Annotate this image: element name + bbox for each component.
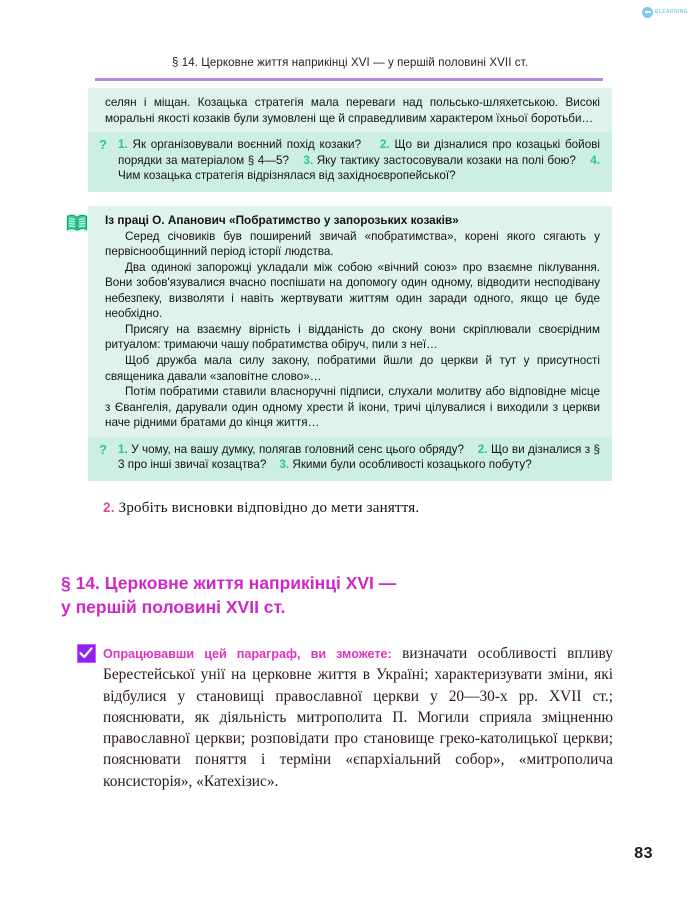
objectives-body: визначати особливості впливу Берестейської унії на церковне життя в Україні; характеризувати зміни, які відбулися у становищі православної церкви у 20—30-х рр. XVII ст.; пояснювати, як діяльність митрополита П. Могили сприяла зміцненню православної церкви; розповідати про становище греко-католицької церкви; пояснювати поняття і терміни «єпархіальний собор», «митрополича консисторія», «Катехізис». bbox=[103, 645, 613, 790]
objectives-block bbox=[103, 643, 613, 792]
publisher-watermark bbox=[642, 4, 698, 20]
watermark-logo-icon bbox=[642, 7, 653, 18]
question-mark-icon: ? bbox=[99, 441, 107, 457]
question-number: 1. bbox=[118, 138, 128, 152]
questions-strip-two bbox=[88, 437, 612, 481]
question-mark-icon: ? bbox=[99, 137, 107, 153]
question-number: 2. bbox=[380, 138, 390, 152]
question-number: 1. bbox=[118, 442, 128, 456]
source-paragraph: Серед січовиків був поширений звичай «побратимства», корені якого сягають у первіснообщинний період історії людства. bbox=[105, 229, 600, 259]
section-heading-line-1: § 14. Церковне життя наприкінці XVI — bbox=[61, 572, 397, 593]
question-number: 3. bbox=[303, 153, 314, 167]
source-paragraph: Два одинокі запорожці укладали між собою «вічний союз» про взаємне піклування. Вони зобов'язувалися вчасно поспішати на допомогу один одному, відводити несподівану небезпеку, визволяти і навіть жертвувати життям один заради одного, якщо це буде необхідно. bbox=[105, 260, 600, 321]
source-box-one bbox=[88, 88, 612, 192]
question-text: Як організовували воєнний похід козаки? bbox=[132, 138, 362, 152]
task-text: Зробіть висновки відповідно до мети заняття. bbox=[118, 499, 420, 516]
box-spacer bbox=[88, 192, 612, 206]
source-box-one-paragraph: селян і міщан. Козацька стратегія мала переваги над польсько-шляхетською. Високі моральні якості козаків були зумовлені ще й справедливим характером їхньої боротьби… bbox=[105, 96, 600, 125]
section-heading-line-2: у першій половині XVII ст. bbox=[61, 596, 286, 617]
book-icon bbox=[66, 214, 88, 232]
question-text: Що ви дізналися з § 3 про інші звичаї козацтва? bbox=[118, 442, 601, 472]
source-box-two bbox=[88, 206, 612, 481]
question-number: 3. bbox=[279, 458, 290, 472]
source-paragraph: Щоб дружба мала силу закону, побратими йшли до церкви й тут у присутності священика давали «заповітне слово»… bbox=[105, 354, 600, 383]
source-paragraph: Присягу на взаємну вірність і відданість до скону вони скріплювали своєрідним ритуалом: тримаючи чашу побратимства обіруч, пили з неї… bbox=[105, 322, 600, 352]
question-number: 4. bbox=[590, 153, 600, 167]
header-rule bbox=[95, 78, 603, 81]
source-box-two-heading: Із праці О. Апанович «Побратимство у запорозьких козаків» bbox=[105, 212, 459, 227]
source-paragraph: Потім побратими ставили власноручні підписи, слухали молитву або відповідне місце з Євангелія, дарували один одному хрести й ікони, тричі цілувалися і виходили з церкви наче рідними братами до кінця життя… bbox=[105, 385, 600, 430]
checkbox-icon bbox=[77, 644, 96, 663]
running-head: § 14. Церковне життя наприкінці XVI — у першій половині XVII ст. bbox=[171, 57, 529, 69]
section-heading bbox=[61, 572, 612, 619]
objectives-lead: Опрацювавши цей параграф, ви зможете: bbox=[103, 647, 392, 662]
watermark-label: ELEARNING bbox=[655, 9, 689, 15]
question-text: Чим козацька стратегія відрізнялася від західноєвропейської? bbox=[118, 169, 456, 183]
question-text: У чому, на вашу думку, полягав головний сенс цього обряду? bbox=[131, 442, 465, 456]
question-text: Якими були особливості козацького побуту? bbox=[292, 458, 532, 472]
question-number: 2. bbox=[477, 442, 488, 456]
task-marker: 2. bbox=[103, 499, 115, 515]
task-line bbox=[88, 500, 612, 517]
content-column bbox=[61, 88, 613, 792]
question-text: Що ви дізналися про козацькі бойові порядки за матеріалом § 4—5? bbox=[118, 138, 600, 167]
page-number: 83 bbox=[634, 845, 653, 862]
question-text: Яку тактику застосовували козаки на полі бою? bbox=[316, 153, 576, 167]
questions-strip-one bbox=[88, 132, 612, 192]
